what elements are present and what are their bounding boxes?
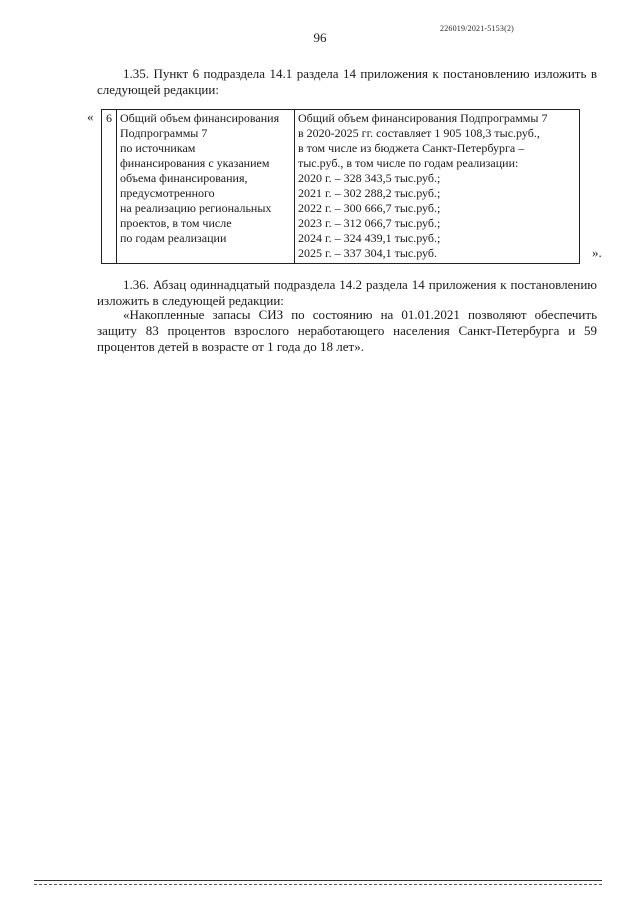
right-line: в том числе из бюджета Санкт-Петербурга – xyxy=(298,141,525,155)
right-line: в 2020-2025 гг. составляет 1 905 108,3 тыс.руб., xyxy=(298,126,540,140)
paragraph-quoted-text xyxy=(97,307,597,355)
paragraph-1-36 xyxy=(97,277,597,309)
paragraph-1-35-text: 1.35. Пункт 6 подраздела 14.1 раздела 14 приложения к постановлению изложить в следующей редакции: xyxy=(97,66,597,97)
right-line: тыс.руб., в том числе по годам реализации: xyxy=(298,156,519,170)
left-line: по источникам xyxy=(120,141,196,155)
paragraph-quoted-text-content: «Накопленные запасы СИЗ по состоянию на 01.01.2021 позволяют обеспечить защиту 83 процентов взрослого неработающего населения Санкт-Петербурга и 59 процентов детей в возрасте от 1 года до 18 лет». xyxy=(97,307,597,354)
right-line: 2025 г. – 337 304,1 тыс.руб. xyxy=(298,246,437,260)
right-line: 2023 г. – 312 066,7 тыс.руб.; xyxy=(298,216,441,230)
right-line: 2022 г. – 300 666,7 тыс.руб.; xyxy=(298,201,441,215)
right-line: 2021 г. – 302 288,2 тыс.руб.; xyxy=(298,186,441,200)
closing-quote: ». xyxy=(592,245,602,260)
amendment-table xyxy=(101,109,580,264)
left-line: на реализацию региональных xyxy=(120,201,272,215)
paragraph-1-36-text: 1.36. Абзац одиннадцатый подраздела 14.2 раздела 14 приложения к постановлению изложить в следующей редакции: xyxy=(97,277,597,308)
left-cell xyxy=(117,110,295,264)
left-line: по годам реализации xyxy=(120,231,227,245)
right-line: Общий объем финансирования Подпрограммы 7 xyxy=(298,111,548,125)
table-row xyxy=(102,110,580,264)
right-line: 2024 г. – 324 439,1 тыс.руб.; xyxy=(298,231,441,245)
right-cell xyxy=(295,110,580,264)
footer-rule-dashed xyxy=(34,884,602,885)
document-id: 226019/2021-5153(2) xyxy=(440,24,515,33)
left-line: Общий объем финансирования xyxy=(120,111,280,125)
left-line: предусмотренного xyxy=(120,186,215,200)
left-line: финансирования с указанием xyxy=(120,156,270,170)
row-number-cell: 6 xyxy=(102,110,117,264)
left-line: Подпрограммы 7 xyxy=(120,126,208,140)
footer-rule xyxy=(34,880,602,881)
right-line: 2020 г. – 328 343,5 тыс.руб.; xyxy=(298,171,441,185)
paragraph-1-35 xyxy=(97,66,597,98)
page-number: 96 xyxy=(313,30,327,45)
opening-quote: « xyxy=(87,109,94,124)
left-line: объема финансирования, xyxy=(120,171,248,185)
left-line: проектов, в том числе xyxy=(120,216,232,230)
